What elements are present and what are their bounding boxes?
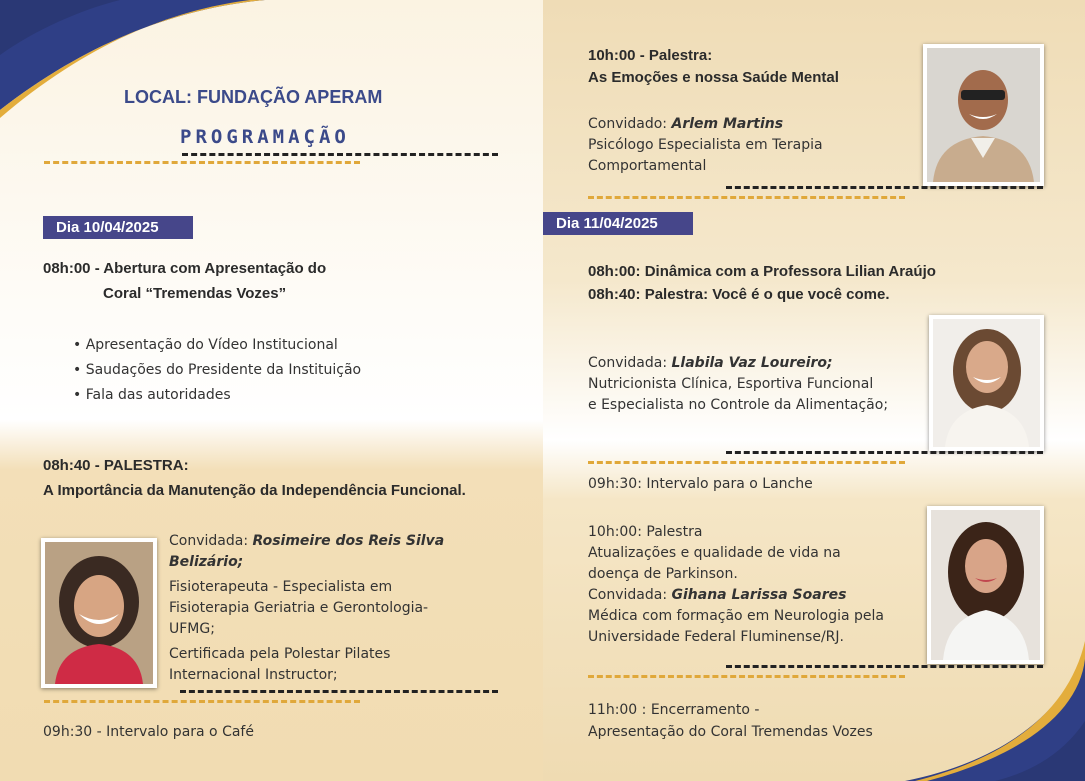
guest-desc-line: Fisioterapeuta - Especialista em [169,579,393,595]
guest-desc-line: Comportamental [588,158,707,174]
closing-line-2: Apresentação do Coral Tremendas Vozes [588,724,873,740]
guest-info-llabila [588,353,918,416]
talk-3-title: 10h:00: Palestra [588,524,703,540]
guest-label: Convidada: [588,587,668,603]
divider-gold [44,700,360,703]
program-title: PROGRAMAÇÃO [180,126,350,148]
opening-line-1: 08h:00 - Abertura com Apresentação do [43,260,327,277]
talk-1-title: As Emoções e nossa Saúde Mental [588,69,839,86]
talk-1-time: 10h:00 - Palestra: [588,47,713,64]
snack-break: 09h:30: Intervalo para o Lanche [588,476,813,492]
guest-label: Convidado: [588,116,668,132]
schedule-line-b: 08h:40: Palestra: Você é o que você come. [588,286,890,303]
guest-info-arlem [588,114,913,177]
talk-3-block [588,522,918,648]
corner-swoosh-decoration [865,631,1085,781]
day-badge-2: Dia 11/04/2025 [543,212,693,235]
guest-photo-rosimeire [41,538,157,688]
lecture-title: A Importância da Manutenção da Independência Funcional. [43,482,466,499]
guest-photo-llabila [929,315,1044,451]
guest-name-cont: Belizário; [169,554,244,570]
guest-name: Arlem Martins [671,116,784,132]
right-page [543,0,1085,781]
guest-desc-line: Fisioterapia Geriatria e Gerontologia- [169,600,429,616]
divider-gold [588,196,905,199]
closing-line-1: 11h:00 : Encerramento - [588,702,760,718]
guest-info-rosimeire [169,531,499,686]
divider-black [182,153,498,156]
coffee-break: 09h:30 - Intervalo para o Café [43,724,254,740]
opening-line-2: Coral “Tremendas Vozes” [103,285,287,302]
guest-desc-line: Psicólogo Especialista em Terapia [588,137,823,153]
guest-label: Convidada: [588,355,668,371]
divider-gold [588,675,905,678]
guest-desc-line: Certificada pela Polestar Pilates [169,646,391,662]
talk-3-desc: doença de Parkinson. [588,566,738,582]
guest-desc-line: e Especialista no Controle da Alimentação; [588,397,889,413]
opening-bullets [73,333,361,408]
talk-3-desc: Atualizações e qualidade de vida na [588,545,841,561]
divider-black [726,186,1043,189]
guest-desc-line: UFMG; [169,621,215,637]
guest-desc-line: Médica com formação em Neurologia pela [588,608,884,624]
guest-photo-arlem [923,44,1044,186]
guest-desc-line: Universidade Federal Fluminense/RJ. [588,629,844,645]
venue-heading: LOCAL: FUNDAÇÃO APERAM [124,87,383,107]
guest-name: Rosimeire dos Reis Silva [252,533,445,549]
schedule-line-a: 08h:00: Dinâmica com a Professora Lilian Araújo [588,263,936,280]
bullet-item: • Apresentação do Vídeo Institucional [73,333,361,358]
divider-black [180,690,498,693]
corner-swoosh-decoration [0,0,270,140]
divider-black [726,451,1043,454]
bullet-item: • Fala das autoridades [73,383,361,408]
divider-gold [44,161,360,164]
guest-desc-line: Internacional Instructor; [169,667,338,683]
day-badge-1: Dia 10/04/2025 [43,216,193,239]
guest-name: Gihana Larissa Soares [671,587,847,603]
guest-name: Llabila Vaz Loureiro; [671,355,833,371]
divider-gold [588,461,905,464]
lecture-time: 08h:40 - PALESTRA: [43,457,189,474]
guest-label: Convidada: [169,533,249,549]
guest-desc-line: Nutricionista Clínica, Esportiva Funcional [588,376,874,392]
bullet-item: • Saudações do Presidente da Instituição [73,358,361,383]
